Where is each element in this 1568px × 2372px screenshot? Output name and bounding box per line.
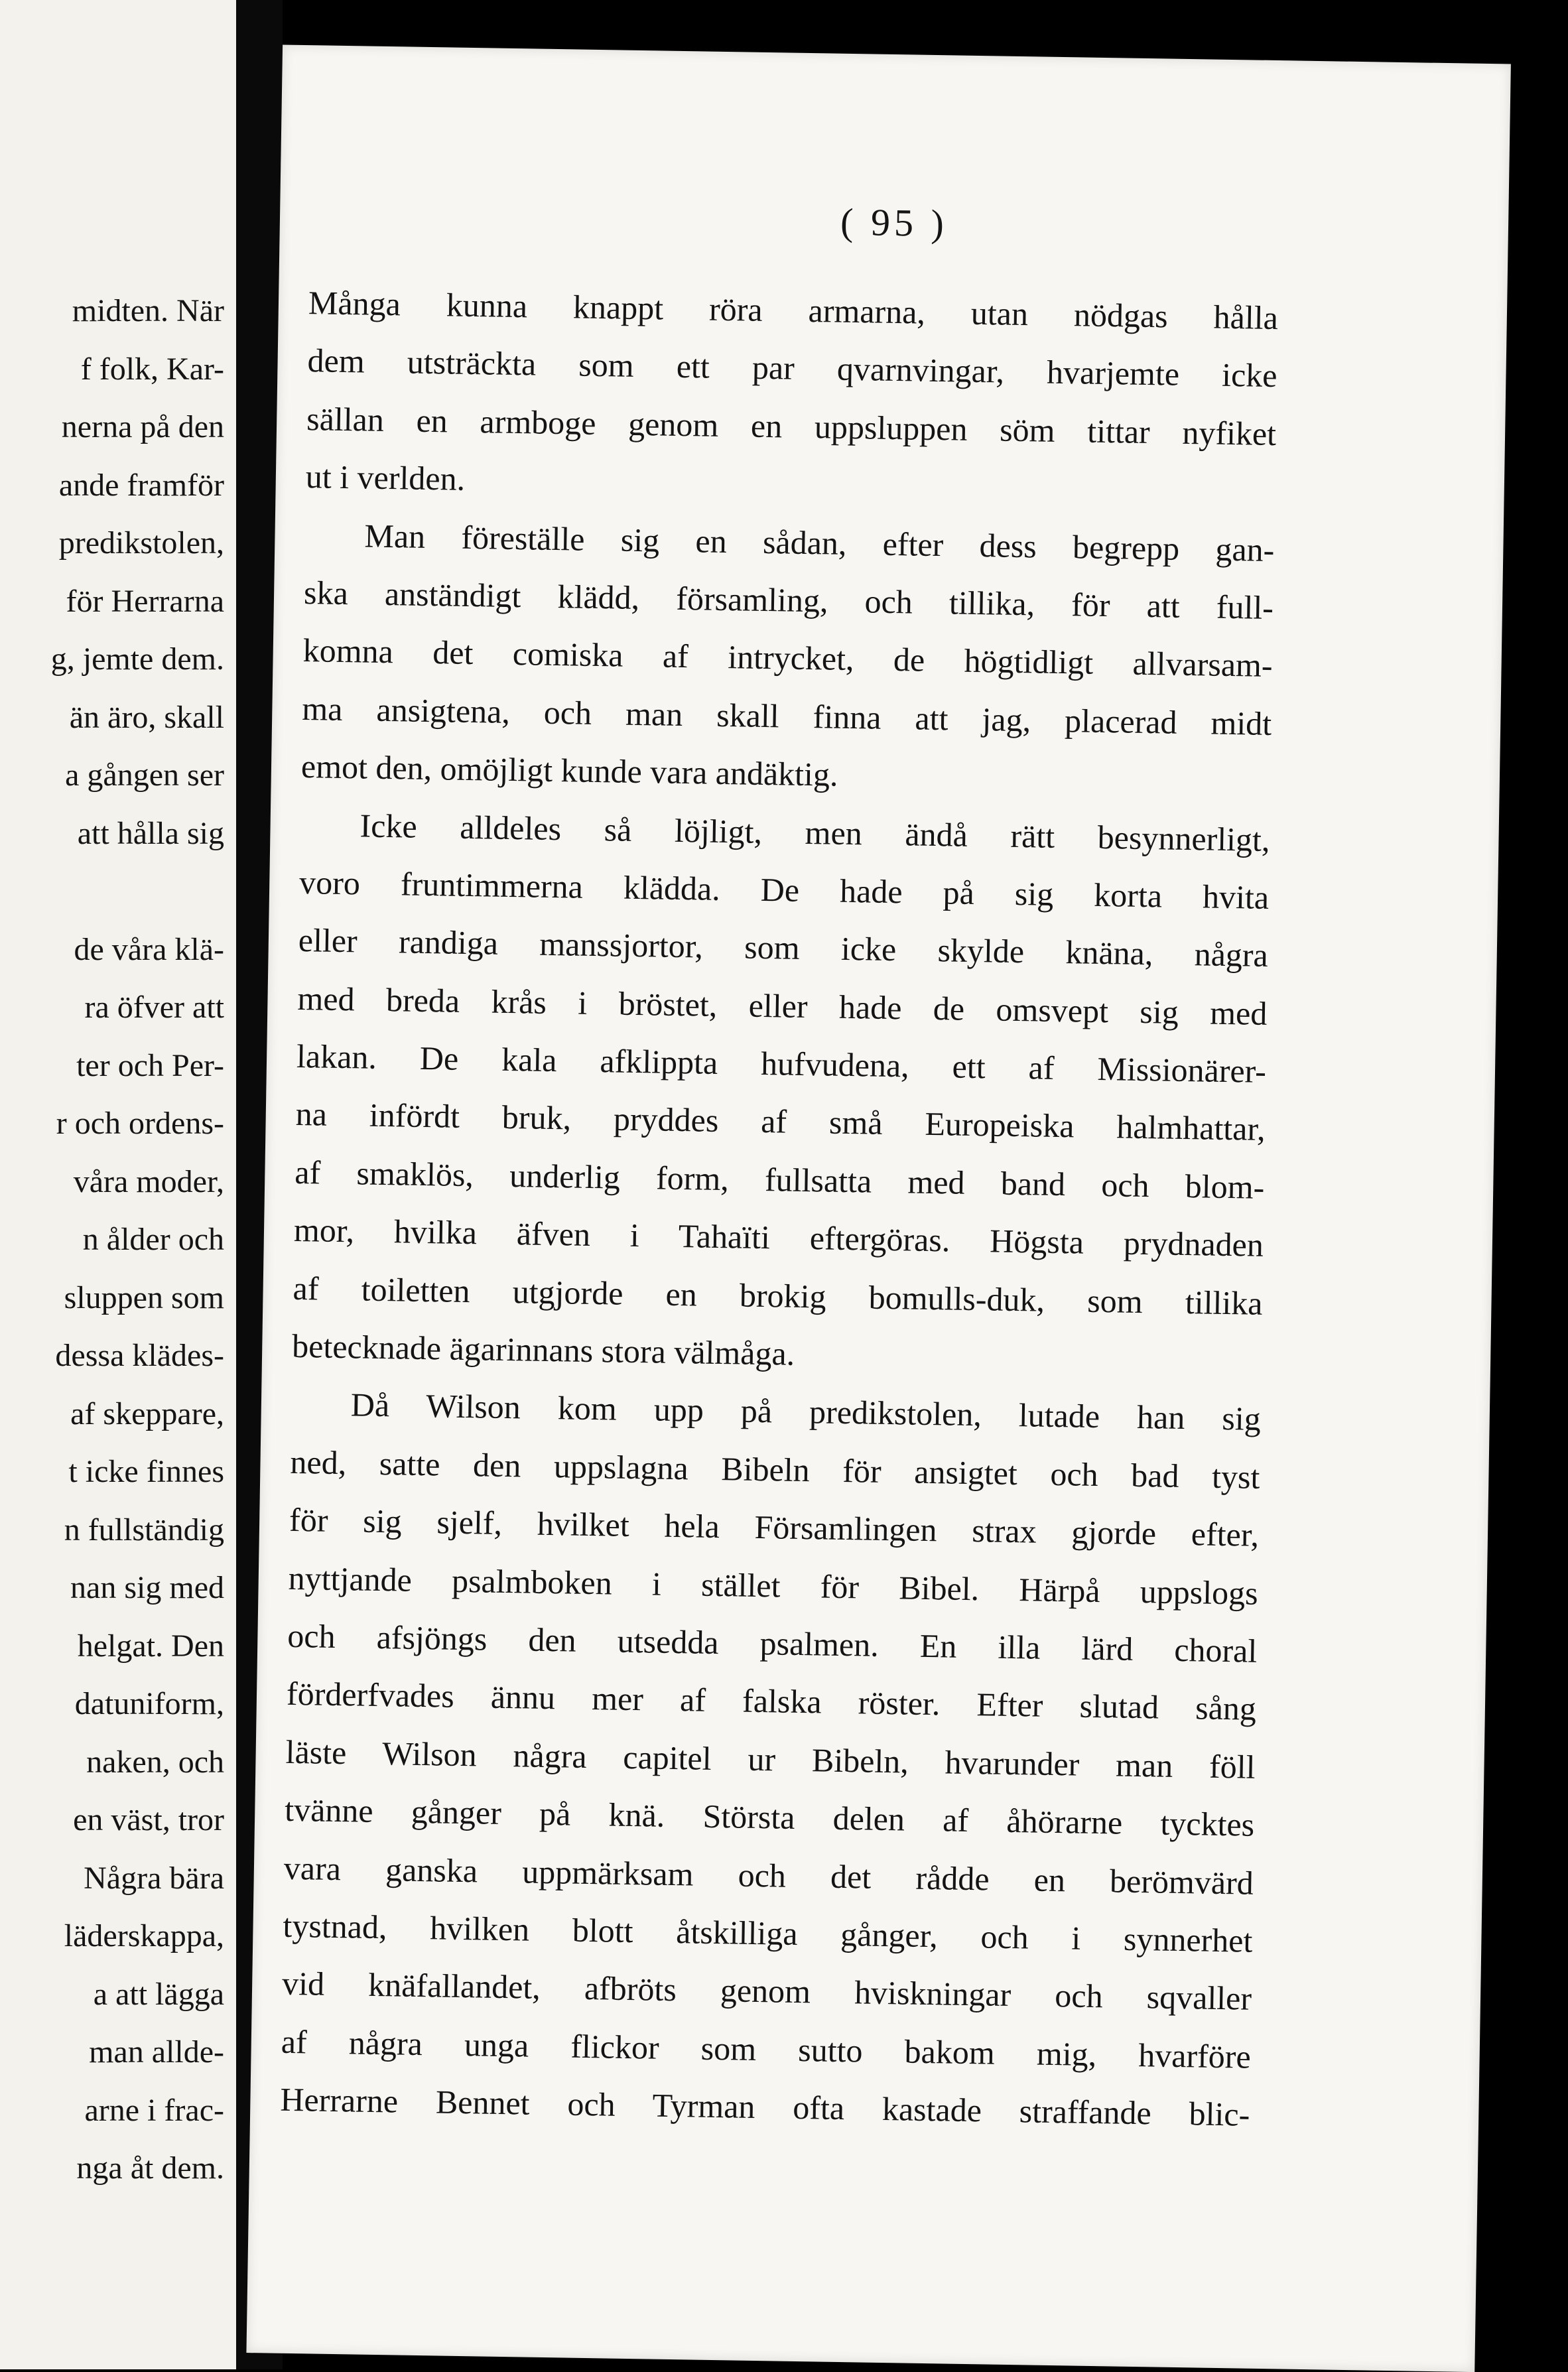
text-line: emot den, omöjligt kunde vara andäktig.	[300, 748, 838, 793]
previous-page-line: läderskappa,	[64, 1918, 224, 1953]
text-line: ska anständigt klädd, församling, och tillika, för att full-	[303, 574, 1274, 626]
previous-page-line: ande framför	[58, 467, 224, 503]
previous-page-line: de våra klä-	[74, 931, 224, 967]
previous-page-line: helgat. Den	[77, 1628, 224, 1664]
previous-page-line: arne i frac-	[84, 2092, 224, 2128]
text-line: tystnad, hvilken blott åtskilliga gånger, och i synnerhet	[283, 1906, 1253, 1959]
text-line: vid knäfallandet, afbröts genom hviskningar och sqvaller	[281, 1965, 1252, 2018]
text-line: af några unga flickor som sutto bakom mig, hvarföre	[281, 2022, 1252, 2076]
previous-page-line: än äro, skall	[69, 699, 224, 735]
text-line: eller randiga manssjortor, som icke skylde knäna, några	[298, 921, 1269, 974]
text-line: komna det comiska af intrycket, de högtidligt allvarsam-	[302, 631, 1274, 685]
text-line: ma ansigtena, och man skall finna att jag, placerad midt	[301, 689, 1272, 742]
text-line: med breda krås i bröstet, eller hade de omsvept sig med	[297, 979, 1268, 1032]
previous-page-line: ter och Per-	[76, 1047, 224, 1083]
previous-page-line: våra moder,	[73, 1163, 224, 1199]
scan-border	[1511, 0, 1568, 2369]
previous-page-line: nga åt dem.	[76, 2150, 224, 2186]
text-line: tvänne gånger på knä. Största delen af åhörarne tycktes	[284, 1790, 1255, 1843]
previous-page-line: för Herrarna	[66, 583, 224, 619]
previous-page-line: n fullständig	[64, 1512, 224, 1548]
text-line: na infördt bruk, pryddes af små Europeiska halmhattar,	[295, 1095, 1266, 1148]
previous-page-line: a att lägga	[93, 1976, 224, 2012]
previous-page-line: sluppen som	[64, 1280, 224, 1315]
previous-page-line: f folk, Kar-	[80, 351, 224, 387]
text-line: Icke alldeles så löjligt, men ändå rätt besynnerligt,	[359, 806, 1270, 858]
previous-page-line: nerna på den	[61, 409, 224, 444]
previous-page-line: a gången ser	[65, 758, 224, 793]
text-line: för sig sjelf, hvilket hela Församlingen strax gjorde efter,	[289, 1501, 1260, 1554]
previous-page	[0, 0, 236, 2369]
text-line: af toiletten utgjorde en brokig bomulls-duk, som tillika	[293, 1269, 1263, 1322]
text-line: af smaklös, underlig form, fullsatta med band och blom-	[294, 1153, 1265, 1206]
previous-page-line: Några bära	[84, 1860, 224, 1896]
page-number: ( 95 )	[840, 200, 948, 245]
previous-page-line: predikstolen,	[58, 525, 224, 560]
text-line: Då Wilson kom upp på predikstolen, lutade han sig	[350, 1386, 1262, 1438]
text-line: voro fruntimmerna klädda. De hade på sig korta hvita	[298, 863, 1270, 916]
previous-page-line: t icke finnes	[68, 1454, 224, 1489]
text-line: vara ganska uppmärksam och det rådde en berömvärd	[283, 1849, 1254, 1902]
previous-page-line: datuniform,	[74, 1686, 224, 1721]
previous-page-line: man allde-	[89, 2034, 224, 2070]
text-line: dem utsträckta som ett par qvarnvingar, hvarjemte icke	[307, 342, 1277, 395]
text-line: förderfvades ännu mer af falska röster. Efter slutad sång	[286, 1675, 1257, 1728]
text-line: ned, satte den uppslagna Bibeln för ansigtet och bad tyst	[290, 1443, 1260, 1496]
previous-page-text	[51, 282, 224, 2198]
text-line: Herrarne Bennet och Tyrman ofta kastade straffande blic-	[280, 2080, 1250, 2133]
text-line: läste Wilson några capitel ur Bibeln, hvarunder man föll	[285, 1733, 1256, 1786]
text-line: ut i verlden.	[305, 458, 466, 498]
previous-page-line: midten. När	[72, 293, 224, 328]
current-page	[246, 44, 1510, 2372]
previous-page-line: dessa klädes-	[55, 1338, 224, 1373]
previous-page-line: n ålder och	[82, 1222, 224, 1257]
text-line: Många kunna knappt röra armarna, utan nödgas hålla	[308, 284, 1279, 337]
page-body-text	[250, 273, 1508, 2147]
previous-page-line: naken, och	[86, 1744, 224, 1780]
text-line: sällan en armboge genom en uppsluppen söm tittar nyfiket	[306, 399, 1277, 452]
text-line: mor, hvilka äfven i Tahaïti eftergöras. Högsta prydnaden	[293, 1211, 1264, 1264]
text-line: Man föreställe sig en sådan, efter dess begrepp gan-	[364, 517, 1275, 568]
previous-page-line	[51, 862, 224, 921]
text-line: och afsjöngs den utsedda psalmen. En illa lärd choral	[287, 1616, 1258, 1670]
previous-page-line: nan sig med	[70, 1570, 224, 1605]
text-line: lakan. De kala afklippta hufvudena, ett af Missionärer-	[296, 1037, 1267, 1090]
previous-page-line: ra öfver att	[84, 990, 224, 1025]
previous-page-line: r och ordens-	[56, 1106, 224, 1141]
text-line: nyttjande psalmboken i stället för Bibel. Härpå uppslogs	[288, 1559, 1259, 1612]
text-line: betecknade ägarinnans stora välmåga.	[291, 1327, 795, 1372]
previous-page-line: att hålla sig	[77, 815, 224, 851]
previous-page-line: g, jemte dem.	[50, 641, 224, 677]
previous-page-line: en väst, tror	[73, 1802, 224, 1837]
previous-page-line: af skeppare,	[70, 1396, 224, 1431]
